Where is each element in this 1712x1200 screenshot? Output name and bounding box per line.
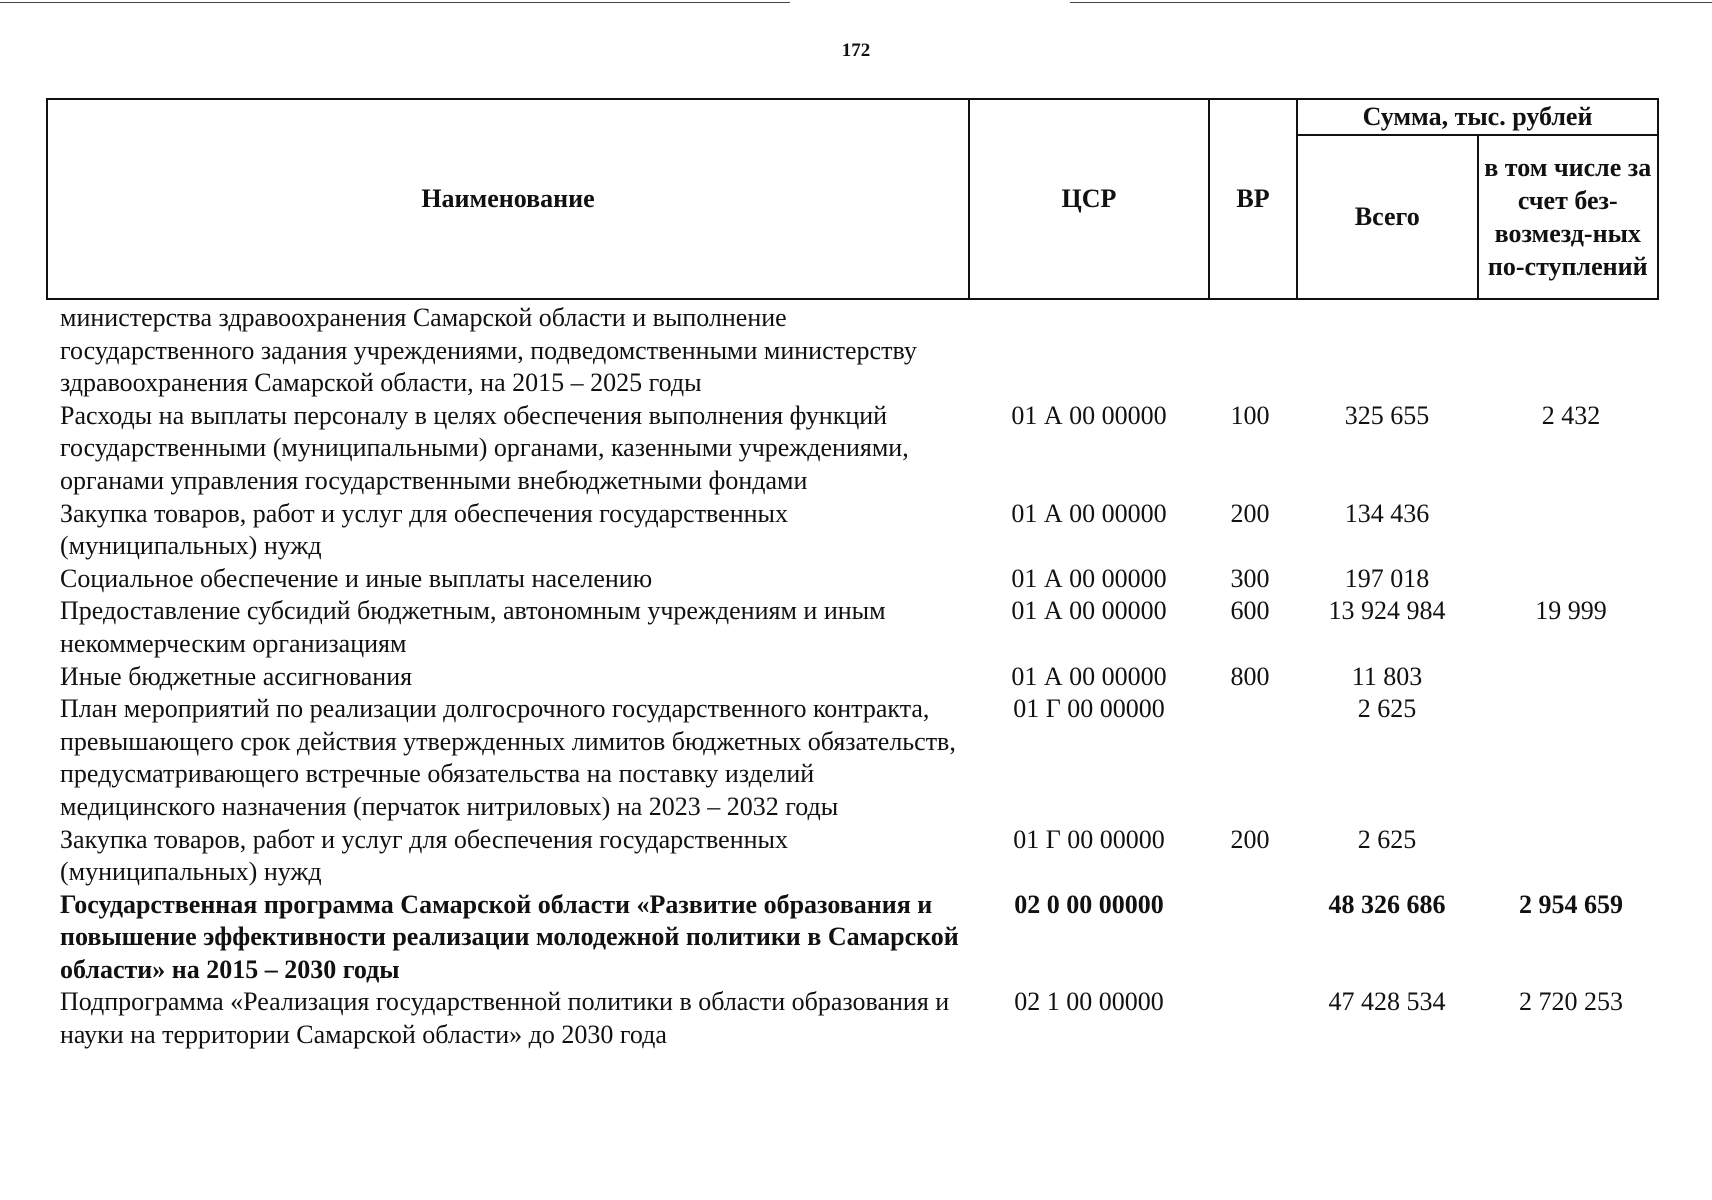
row-vr: 300	[1230, 563, 1270, 593]
row-vr: 200	[1230, 824, 1270, 854]
row-vr	[1208, 302, 1292, 400]
row-total: 2 625	[1357, 824, 1417, 854]
row-grant	[1482, 824, 1660, 889]
table-row	[60, 563, 1660, 596]
row-total: 2 625	[1357, 694, 1417, 724]
row-vr	[1208, 693, 1292, 823]
table-header	[46, 98, 1659, 300]
row-vr: 600	[1230, 596, 1270, 626]
row-csr: 02 0 00 00000	[1014, 889, 1164, 919]
row-grant	[1482, 693, 1660, 823]
table-row-program	[60, 889, 1660, 987]
row-name: План мероприятий по реализации долгосрочного государственного контракта, превышающего срок действия утвержденных лимитов бюджетных обязательств, предусматривающего встречные обязательства на поставку изделий медицинского назначения (перчаток нитриловых) на 2023 – 2032 годы	[60, 694, 956, 821]
table-row	[60, 302, 1660, 400]
row-total: 134 436	[1344, 498, 1430, 528]
row-grant: 2 720 253	[1519, 987, 1623, 1017]
header-total: Всего	[1297, 135, 1478, 299]
row-name: Иные бюджетные ассигнования	[60, 661, 413, 691]
row-vr: 100	[1230, 400, 1270, 430]
row-name: Закупка товаров, работ и услуг для обеспечения государственных (муниципальных) нужд	[60, 824, 789, 887]
row-total: 47 428 534	[1328, 987, 1446, 1017]
row-grant	[1482, 661, 1660, 694]
row-total: 325 655	[1344, 400, 1430, 430]
row-total: 11 803	[1351, 661, 1423, 691]
table-row	[60, 824, 1660, 889]
table-body	[60, 302, 1660, 1052]
row-csr: 01 А 00 00000	[1011, 563, 1167, 593]
header-name: Наименование	[47, 99, 969, 299]
row-csr: 01 А 00 00000	[1011, 498, 1167, 528]
header-vr: ВР	[1209, 99, 1297, 299]
row-grant	[1482, 563, 1660, 596]
table-row	[60, 498, 1660, 563]
row-name: Закупка товаров, работ и услуг для обеспечения государственных (муниципальных) нужд	[60, 498, 789, 561]
row-total: 48 326 686	[1328, 889, 1446, 919]
row-csr	[970, 302, 1208, 400]
row-csr: 01 А 00 00000	[1011, 596, 1167, 626]
row-vr: 800	[1230, 661, 1270, 691]
row-csr: 02 1 00 00000	[1014, 987, 1164, 1017]
row-total: 13 924 984	[1328, 596, 1446, 626]
row-csr: 01 А 00 00000	[1011, 661, 1167, 691]
table-row	[60, 595, 1660, 660]
row-grant	[1482, 302, 1660, 400]
table-row	[60, 661, 1660, 694]
header-csr: ЦСР	[969, 99, 1209, 299]
table-row	[60, 400, 1660, 498]
row-csr: 01 А 00 00000	[1011, 400, 1167, 430]
scan-edge-line-right	[1070, 2, 1712, 3]
table-row	[60, 986, 1660, 1051]
row-csr: 01 Г 00 00000	[1013, 824, 1165, 854]
row-csr: 01 Г 00 00000	[1013, 694, 1165, 724]
row-grant: 2 954 659	[1519, 889, 1623, 919]
row-name: Предоставление субсидий бюджетным, автономным учреждениям и иным некоммерческим организациям	[60, 596, 886, 658]
row-total: 197 018	[1344, 563, 1430, 593]
table-row	[60, 693, 1660, 823]
scan-edge-line-left	[0, 2, 790, 3]
row-name: Подпрограмма «Реализация государственной политики в области образования и науки на территории Самарской области» до 2030 года	[60, 987, 950, 1050]
row-name: министерства здравоохранения Самарской области и выполнение государственного задания учреждениями, подведомственными министерству здравоохранения Самарской области, на 2015 – 2025 годы	[60, 303, 917, 398]
row-name: Социальное обеспечение и иные выплаты населению	[60, 563, 653, 593]
row-grant: 19 999	[1535, 596, 1607, 626]
row-vr: 200	[1230, 498, 1270, 528]
row-vr	[1208, 889, 1292, 987]
row-name: Расходы на выплаты персоналу в целях обеспечения выполнения функций государственными (муниципальными) органами, казенными учреждениями, органами управления государственными внебюджетными фондами	[60, 400, 909, 495]
row-grant: 2 432	[1541, 400, 1601, 430]
page-number: 172	[841, 40, 871, 61]
header-grant: в том числе за счет без-возмезд-ных по-ступлений	[1478, 135, 1659, 299]
row-name: Государственная программа Самарской области «Развитие образования и повышение эффективности реализации молодежной политики в Самарской области» на 2015 – 2030 годы	[60, 889, 959, 984]
row-grant	[1482, 498, 1660, 563]
row-total	[1292, 302, 1482, 400]
row-vr	[1208, 986, 1292, 1051]
header-sum-group: Сумма, тыс. рублей	[1297, 99, 1658, 135]
